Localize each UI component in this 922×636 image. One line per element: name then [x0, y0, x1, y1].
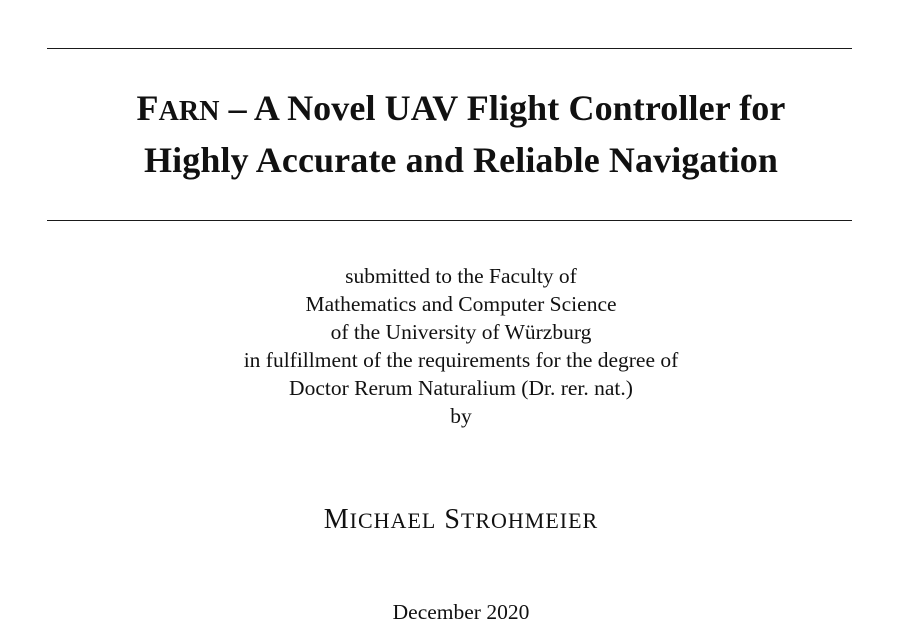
- submission-line: submitted to the Faculty of: [345, 264, 577, 288]
- bottom-rule: [47, 220, 852, 221]
- title-acronym-rest: ARN: [158, 96, 220, 127]
- submission-line: in fulfillment of the requirements for the degree of: [243, 348, 679, 372]
- submission-line: of the University of Würzburg: [330, 320, 592, 344]
- submission-statement: [0, 262, 922, 430]
- author-first-rest: ICHAEL: [349, 508, 437, 533]
- author-name: [0, 502, 922, 539]
- author-first-initial: M: [323, 504, 350, 535]
- submission-line: Mathematics and Computer Science: [305, 292, 617, 316]
- author-last-initial: S: [444, 504, 461, 535]
- submission-line-by: by: [450, 404, 472, 428]
- top-rule: [47, 48, 852, 49]
- thesis-title: [0, 84, 922, 185]
- submission-date: December 2020: [392, 600, 530, 624]
- author-last-rest: TROHMEIER: [460, 508, 599, 533]
- title-line-2: Highly Accurate and Reliable Navigation: [144, 140, 778, 180]
- title-line-1-text: – A Novel UAV Flight Controller for: [219, 88, 786, 128]
- title-acronym-initial: F: [136, 88, 159, 128]
- title-line-1: [0, 84, 922, 136]
- submission-line: Doctor Rerum Naturalium (Dr. rer. nat.): [289, 376, 633, 400]
